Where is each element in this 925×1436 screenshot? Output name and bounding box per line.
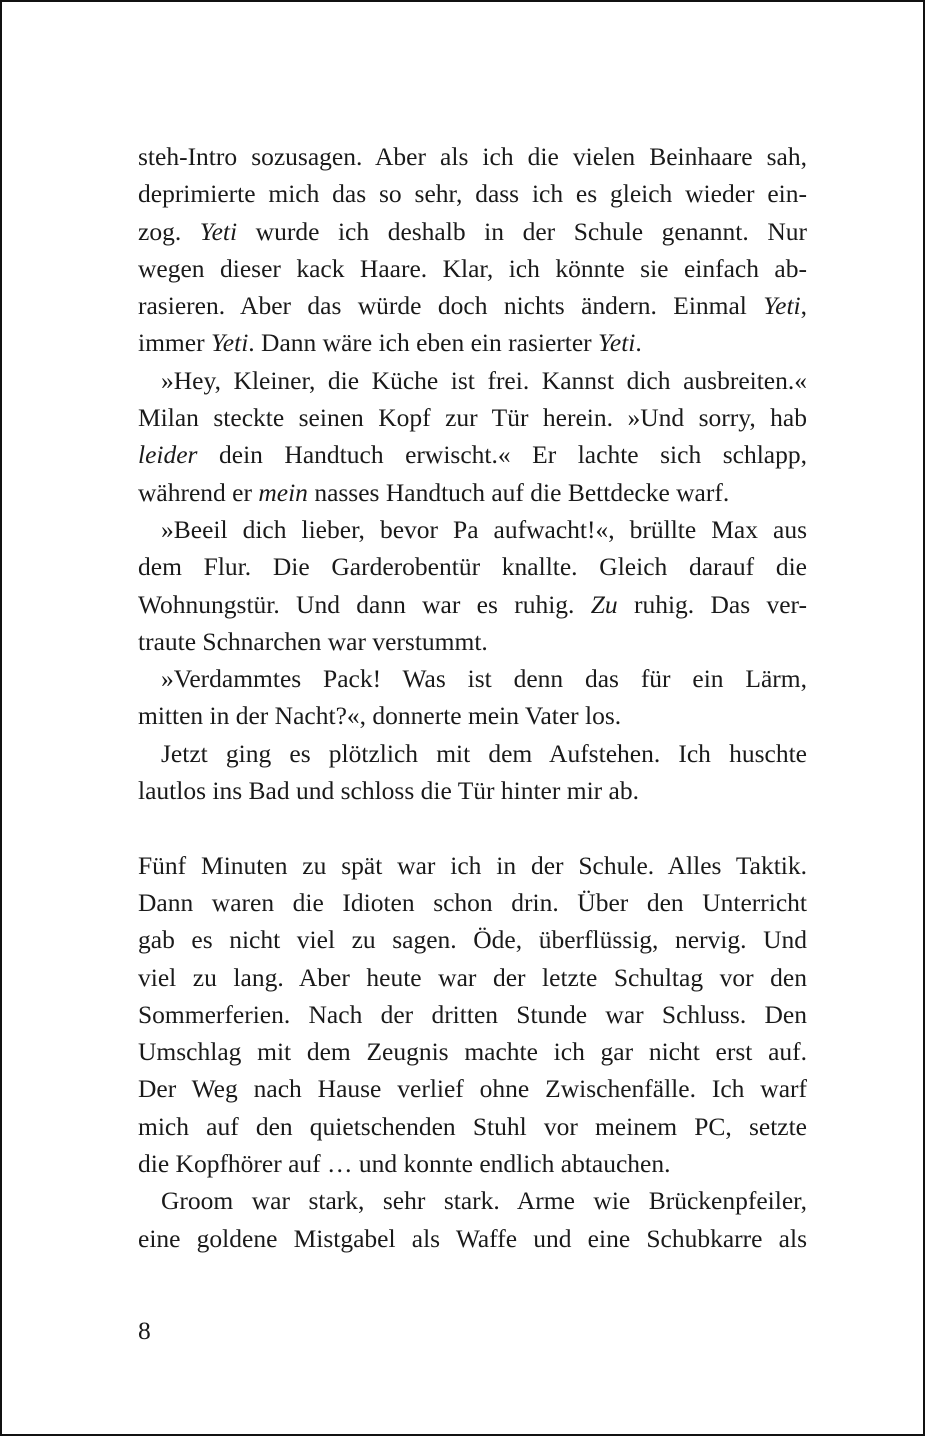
text-line bbox=[138, 660, 807, 697]
text-line bbox=[138, 1145, 807, 1182]
text-line bbox=[138, 586, 807, 623]
text-run: während er bbox=[138, 477, 259, 507]
text-line bbox=[138, 324, 807, 361]
text-run: Der Weg nach Hause verlief ohne Zwischenfälle. Ich warf bbox=[138, 1074, 807, 1104]
text-run: , bbox=[800, 291, 807, 321]
text-line bbox=[138, 623, 807, 660]
text-run: Umschlag mit dem Zeugnis machte ich gar nicht erst auf. bbox=[138, 1037, 807, 1067]
text-line bbox=[138, 474, 807, 511]
italic-text: Yeti bbox=[598, 328, 636, 358]
text-run: Wohnungstür. Und dann war es ruhig. bbox=[138, 589, 591, 619]
text-run: wegen dieser kack Haare. Klar, ich könnte sie einfach ab- bbox=[138, 253, 807, 283]
text-run: Dann waren die Idioten schon drin. Über den Unterricht bbox=[138, 887, 807, 917]
text-line bbox=[138, 1108, 807, 1145]
text-line bbox=[138, 362, 807, 399]
text-run: traute Schnarchen war verstummt. bbox=[138, 626, 488, 656]
italic-text: leider bbox=[138, 440, 198, 470]
blank-line bbox=[138, 809, 807, 846]
text-line bbox=[138, 1220, 807, 1257]
text-run: . Dann wäre ich eben ein rasierter bbox=[248, 328, 599, 358]
text-line bbox=[138, 436, 807, 473]
text-line bbox=[138, 697, 807, 734]
text-run: ruhig. Das ver- bbox=[617, 589, 807, 619]
text-line bbox=[138, 213, 807, 250]
text-run: »Beeil dich lieber, bevor Pa aufwacht!«, brüllte Max aus bbox=[161, 514, 807, 544]
text-line bbox=[138, 175, 807, 212]
text-line bbox=[138, 1033, 807, 1070]
text-line bbox=[138, 735, 807, 772]
text-run: mitten in der Nacht?«, donnerte mein Vater los. bbox=[138, 701, 622, 731]
text-run: eine goldene Mistgabel als Waffe und eine Schubkarre als bbox=[138, 1223, 807, 1253]
italic-text: Yeti bbox=[199, 216, 238, 246]
text-run: zog. bbox=[138, 216, 200, 246]
text-run: »Verdammtes Pack! Was ist denn das für ein Lärm, bbox=[161, 664, 807, 694]
italic-text: Zu bbox=[590, 589, 618, 619]
text-line bbox=[138, 884, 807, 921]
text-line bbox=[138, 399, 807, 436]
text-line bbox=[138, 959, 807, 996]
text-line bbox=[138, 138, 807, 175]
text-run: gab es nicht viel zu sagen. Öde, überflüssig, nervig. Und bbox=[138, 925, 807, 955]
text-line bbox=[138, 921, 807, 958]
text-run: . bbox=[635, 328, 642, 358]
text-run: dem Flur. Die Garderobentür knallte. Gleich darauf die bbox=[138, 552, 807, 582]
text-run: »Hey, Kleiner, die Küche ist frei. Kannst dich ausbreiten.« bbox=[161, 365, 807, 395]
text-run: deprimierte mich das so sehr, dass ich es gleich wieder ein- bbox=[138, 179, 807, 209]
text-run: Milan steckte seinen Kopf zur Tür herein. »Und sorry, hab bbox=[138, 403, 807, 433]
page-number: 8 bbox=[138, 1316, 151, 1345]
text-run: viel zu lang. Aber heute war der letzte Schultag vor den bbox=[138, 962, 807, 992]
text-line bbox=[138, 548, 807, 585]
text-run: lautlos ins Bad und schloss die Tür hinter mir ab. bbox=[138, 776, 639, 806]
text-line bbox=[138, 250, 807, 287]
text-run: wurde ich deshalb in der Schule genannt. Nur bbox=[237, 216, 807, 246]
text-run: Jetzt ging es plötzlich mit dem Aufstehen. Ich huschte bbox=[161, 738, 807, 768]
text-run: Fünf Minuten zu spät war ich in der Schule. Alles Taktik. bbox=[138, 850, 807, 880]
italic-text: Yeti bbox=[210, 328, 249, 358]
italic-text: Yeti bbox=[763, 291, 801, 321]
text-run: steh-Intro sozusagen. Aber als ich die vielen Beinhaare sah, bbox=[138, 142, 807, 171]
text-run: dein Handtuch erwischt.« Er lachte sich schlapp, bbox=[197, 440, 807, 470]
text-run: rasieren. Aber das würde doch nichts ändern. Einmal bbox=[138, 291, 764, 321]
text-run: immer bbox=[138, 328, 211, 358]
text-line bbox=[138, 772, 807, 809]
text-line bbox=[138, 847, 807, 884]
italic-text: mein bbox=[258, 477, 308, 507]
text-run: Sommerferien. Nach der dritten Stunde war Schluss. Den bbox=[138, 999, 807, 1029]
text-line bbox=[138, 1070, 807, 1107]
text-run: nasses Handtuch auf die Bettdecke warf. bbox=[307, 477, 730, 507]
text-run: Groom war stark, sehr stark. Arme wie Brückenpfeiler, bbox=[161, 1186, 807, 1216]
text-line bbox=[138, 511, 807, 548]
text-line bbox=[138, 1182, 807, 1219]
text-run: die Kopfhörer auf … und konnte endlich abtauchen. bbox=[138, 1149, 671, 1179]
text-line bbox=[138, 996, 807, 1033]
body-text bbox=[138, 138, 807, 1257]
text-line bbox=[138, 287, 807, 324]
text-run: mich auf den quietschenden Stuhl vor meinem PC, setzte bbox=[138, 1111, 807, 1141]
